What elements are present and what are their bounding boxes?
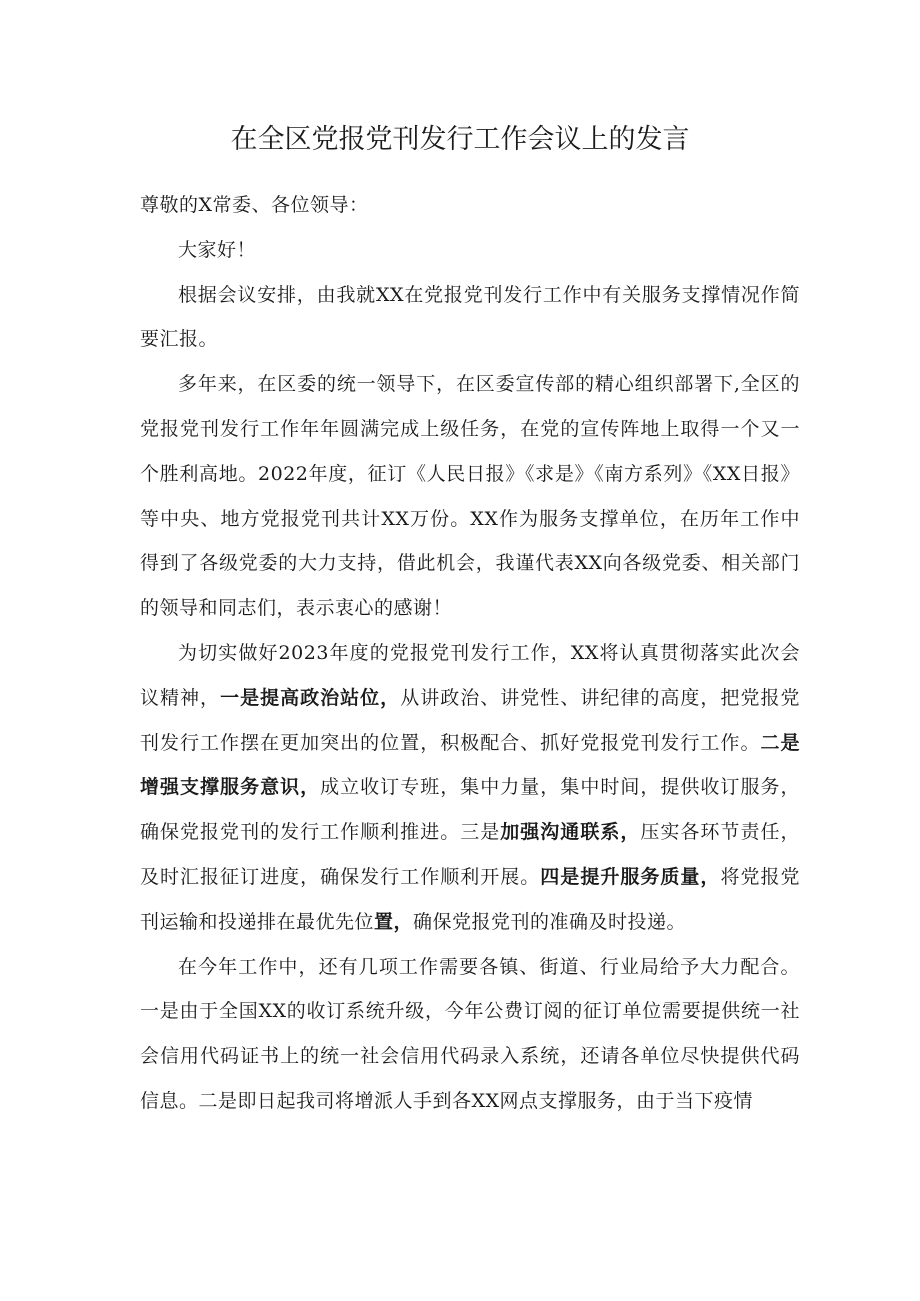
salutation: 尊敬的X常委、各位领导： bbox=[140, 194, 369, 216]
document-title: 在全区党报党刊发行工作会议上的发言 bbox=[230, 124, 690, 155]
point-one-heading: 一是提高政治站位， bbox=[220, 686, 401, 709]
paragraph-3-text-1: 为切实做好2023年度的党报党刊发行工作，XX将认真贯彻落实此次会议精神， bbox=[140, 641, 800, 709]
paragraph-4: 在今年工作中，还有几项工作需要各镇、街道、行业局给予大力配合。一是由于全国XX的收订系统升级，今年公费订阅的征订单位需要提供统一社会信用代码证书上的统一社会信用代码录入系统，还请各单位尽快提供代码信息。二是即日起我司将增派人手到各XX网点支撑服务，由于当下疫情 bbox=[140, 955, 800, 1112]
greeting: 大家好！ bbox=[178, 238, 257, 261]
paragraph-2: 多年来，在区委的统一领导下，在区委宣传部的精心组织部署下,全区的党报党刊发行工作年年圆满完成上级任务，在党的宣传阵地上取得一个又一个胜利高地。2022年度，征订《人民日报》《求是》《南方系列》《XX日报》等中央、地方党报党刊共计XX万份。XX作为服务支撑单位，在历年工作中得到了各级党委的大力支持，借此机会，我谨代表XX向各级党委、相关部门的领导和同志们，表示衷心的感谢！ bbox=[140, 373, 800, 620]
paragraph-3-text-6: 确保党报党刊的准确及时投递。 bbox=[413, 910, 687, 933]
paragraph-3-text-2: 从讲政治、讲党性、讲纪律的高度，把党报党刊发行工作摆在更加突出的位置，积极配合、抓好党报党刊发行工作。 bbox=[140, 686, 800, 754]
point-three-heading: 加强沟通联系， bbox=[500, 821, 641, 844]
paragraph-3-text-3: 成立收订专班，集中力量，集中时间，提供收订服务，确保党报党刊的发行工作顺利推进。三是 bbox=[140, 776, 800, 844]
document-body bbox=[140, 183, 800, 1124]
point-four-heading: 四是提升服务质量， bbox=[540, 865, 721, 888]
paragraph-3-bold-fragment: 置， bbox=[374, 910, 414, 933]
paragraph-3-text-5: 将党报党刊运输和投递排在最优先位 bbox=[140, 865, 800, 933]
paragraph-1: 根据会议安排，由我就XX在党报党刊发行工作中有关服务支撑情况作简要汇报。 bbox=[140, 283, 800, 351]
paragraph-3-text-4: 压实各环节责任，及时汇报征订进度，确保发行工作顺利开展。 bbox=[140, 821, 800, 888]
paragraph-3 bbox=[140, 631, 800, 945]
point-two-heading: 二是增强支撑服务意识， bbox=[140, 731, 800, 799]
